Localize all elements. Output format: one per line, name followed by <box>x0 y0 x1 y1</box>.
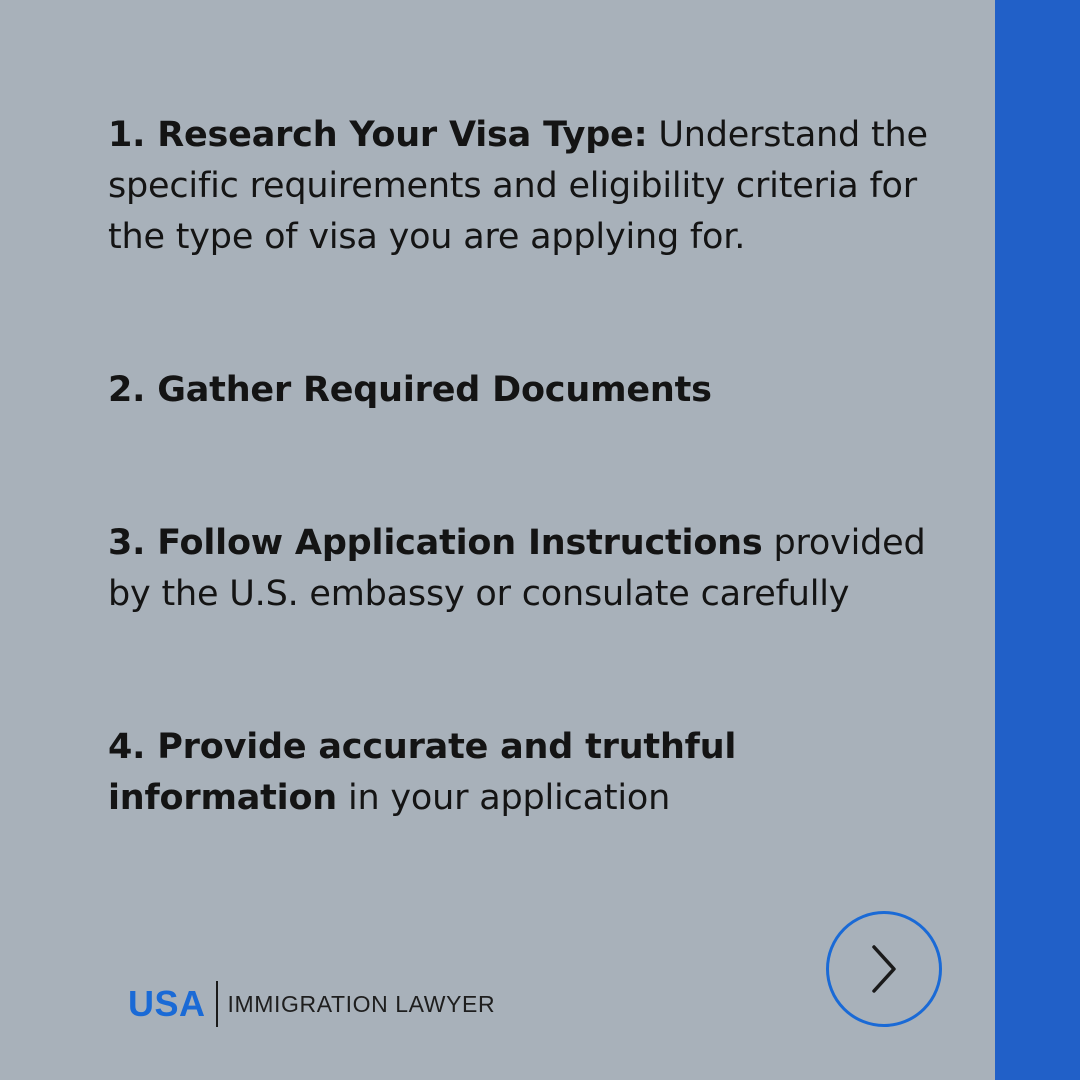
tip-2-title: 2. Gather Required Documents <box>108 370 712 410</box>
tip-4-title: 4. Provide accurate and truthful information <box>108 727 737 818</box>
tip-3-text: provided by the U.S. embassy or consulate carefully <box>108 523 926 614</box>
brand-name: IMMIGRATION LAWYER <box>227 990 496 1017</box>
chevron-right-icon <box>864 943 904 995</box>
tip-item-4 <box>108 722 828 824</box>
tip-3-title: 3. Follow Application Instructions <box>108 523 763 563</box>
tip-item-3 <box>108 518 958 620</box>
tip-item-1 <box>108 110 958 263</box>
brand-divider <box>216 981 218 1027</box>
tip-1-title: 1. Research Your Visa Type: <box>108 115 648 155</box>
tip-item-2 <box>108 365 958 416</box>
brand-logo <box>128 980 495 1028</box>
next-button[interactable] <box>826 911 942 1027</box>
brand-usa: USA <box>128 983 206 1024</box>
tip-1-text: Understand the specific requirements and eligibility criteria for the type of visa you are applying for. <box>108 115 928 257</box>
accent-side-bar <box>995 0 1080 1080</box>
tip-4-text: in your application <box>337 778 671 818</box>
